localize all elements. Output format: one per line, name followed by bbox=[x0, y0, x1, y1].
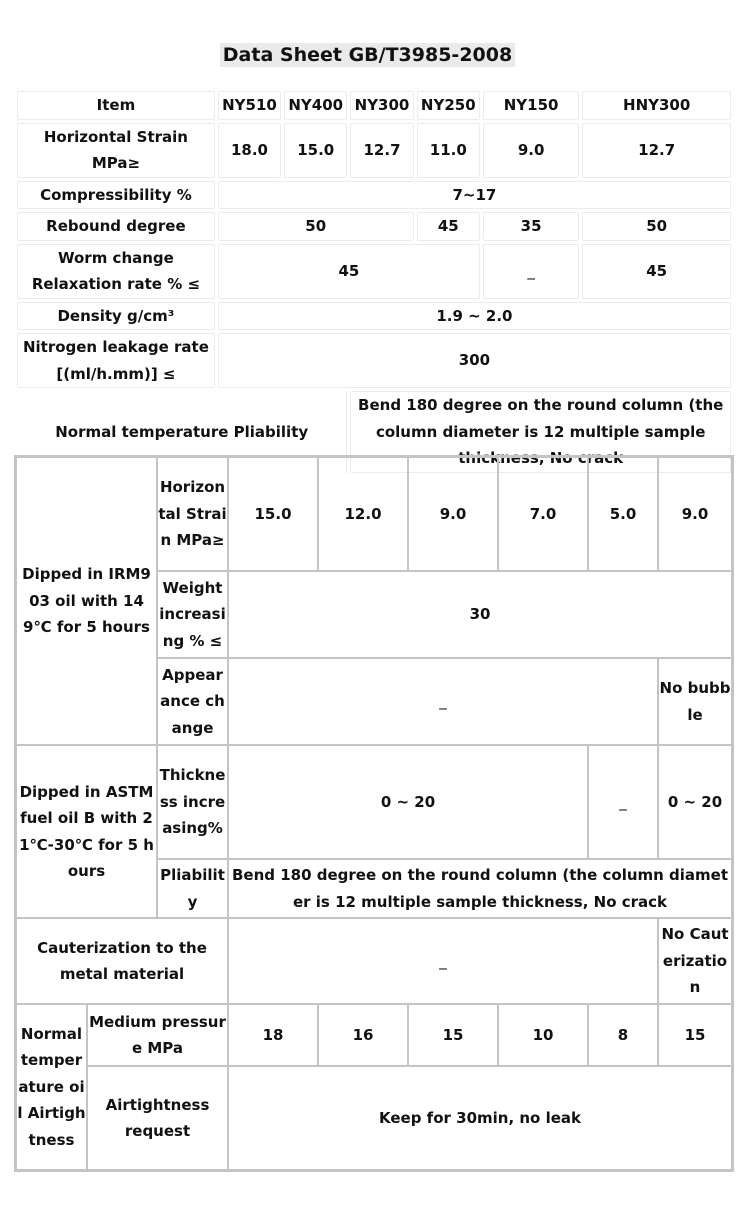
table-row bbox=[16, 1066, 732, 1170]
cell-value: 5.0 bbox=[588, 457, 658, 571]
table-row bbox=[17, 244, 731, 299]
cell-value: 9.0 bbox=[658, 457, 732, 571]
cell-value: 50 bbox=[218, 212, 414, 241]
cell-value: 10 bbox=[498, 1004, 588, 1066]
row-label: Compressibility % bbox=[17, 181, 215, 210]
grade-header: NY400 bbox=[284, 91, 347, 120]
table-row bbox=[16, 918, 732, 1004]
cell-value: 1.9 ~ 2.0 bbox=[218, 302, 731, 331]
item-header: Item bbox=[17, 91, 215, 120]
cell-value: 300 bbox=[218, 333, 731, 388]
row-label: Horizontal Strain MPa≥ bbox=[17, 123, 215, 178]
table-row bbox=[16, 457, 732, 571]
row-label: Density g/cm³ bbox=[17, 302, 215, 331]
cell-value: 11.0 bbox=[417, 123, 480, 178]
cell-value: 7.0 bbox=[498, 457, 588, 571]
cell-value: 15.0 bbox=[284, 123, 347, 178]
grade-header: NY250 bbox=[417, 91, 480, 120]
table-row bbox=[17, 302, 731, 331]
cell-value: 0 ~ 20 bbox=[228, 745, 588, 859]
table-row bbox=[17, 181, 731, 210]
sub-label: Thickness increasing% bbox=[157, 745, 228, 859]
table-row bbox=[17, 333, 731, 388]
table-row bbox=[17, 212, 731, 241]
condition-label: Dipped in IRM903 oil with 149℃ for 5 hours bbox=[16, 457, 157, 745]
cell-value: No bubble bbox=[658, 658, 732, 745]
cell-value: 0 ~ 20 bbox=[658, 745, 732, 859]
cell-value: 16 bbox=[318, 1004, 408, 1066]
sub-label: Medium pressure MPa bbox=[87, 1004, 228, 1066]
condition-label: Normal temperature oil Airtightness bbox=[16, 1004, 87, 1170]
sub-label: Appearance change bbox=[157, 658, 228, 745]
cell-value: 15 bbox=[658, 1004, 732, 1066]
table-row bbox=[17, 123, 731, 178]
cell-value: Keep for 30min, no leak bbox=[228, 1066, 732, 1170]
cell-value: 45 bbox=[417, 212, 480, 241]
cell-value: 50 bbox=[582, 212, 731, 241]
cell-value: 12.0 bbox=[318, 457, 408, 571]
condition-label: Cauterization to the metal material bbox=[16, 918, 228, 1004]
table-row bbox=[16, 1004, 732, 1066]
cell-value: Bend 180 degree on the round column (the column diameter is 12 multiple sample thickness, No crack bbox=[228, 859, 732, 918]
row-label: Rebound degree bbox=[17, 212, 215, 241]
grade-header: NY150 bbox=[483, 91, 579, 120]
cell-value: 9.0 bbox=[483, 123, 579, 178]
cell-value: 7~17 bbox=[218, 181, 731, 210]
table-row bbox=[16, 745, 732, 859]
cell-value: 18.0 bbox=[218, 123, 281, 178]
cell-value: No Cauterization bbox=[658, 918, 732, 1004]
cell-value: 12.7 bbox=[582, 123, 731, 178]
row-label: Normal temperature Pliability bbox=[17, 391, 347, 473]
cell-value: 30 bbox=[228, 571, 732, 658]
sub-label: Airtightness request bbox=[87, 1066, 228, 1170]
cell-value: _ bbox=[588, 745, 658, 859]
cell-value: 15.0 bbox=[228, 457, 318, 571]
cell-value: _ bbox=[228, 658, 658, 745]
condition-label: Dipped in ASTM fuel oil B with 21℃-30℃ for 5 hours bbox=[16, 745, 157, 918]
sub-label: Horizontal Strain MPa≥ bbox=[157, 457, 228, 571]
row-label: Nitrogen leakage rate [(ml/h.mm)] ≤ bbox=[17, 333, 215, 388]
cell-value: 8 bbox=[588, 1004, 658, 1066]
cell-value: 18 bbox=[228, 1004, 318, 1066]
sub-label: Weight increasing % ≤ bbox=[157, 571, 228, 658]
cell-value: 45 bbox=[582, 244, 731, 299]
cell-value: 12.7 bbox=[350, 123, 413, 178]
cell-value: 35 bbox=[483, 212, 579, 241]
cell-value: 45 bbox=[218, 244, 480, 299]
cell-value: Bend 180 degree on the round column (the column diameter is 12 multiple sample thickness, No crack bbox=[350, 391, 731, 473]
sub-label: Pliability bbox=[157, 859, 228, 918]
table-row bbox=[17, 91, 731, 120]
cell-value: 15 bbox=[408, 1004, 498, 1066]
grade-header: NY510 bbox=[218, 91, 281, 120]
cell-value: _ bbox=[483, 244, 579, 299]
lower-spec-table bbox=[14, 455, 734, 1172]
upper-spec-table bbox=[14, 88, 734, 476]
cell-value: 9.0 bbox=[408, 457, 498, 571]
grade-header: NY300 bbox=[350, 91, 413, 120]
grade-header: HNY300 bbox=[582, 91, 731, 120]
cell-value: _ bbox=[228, 918, 658, 1004]
row-label: Worm change Relaxation rate % ≤ bbox=[17, 244, 215, 299]
page-title: Data Sheet GB/T3985-2008 bbox=[0, 44, 735, 66]
